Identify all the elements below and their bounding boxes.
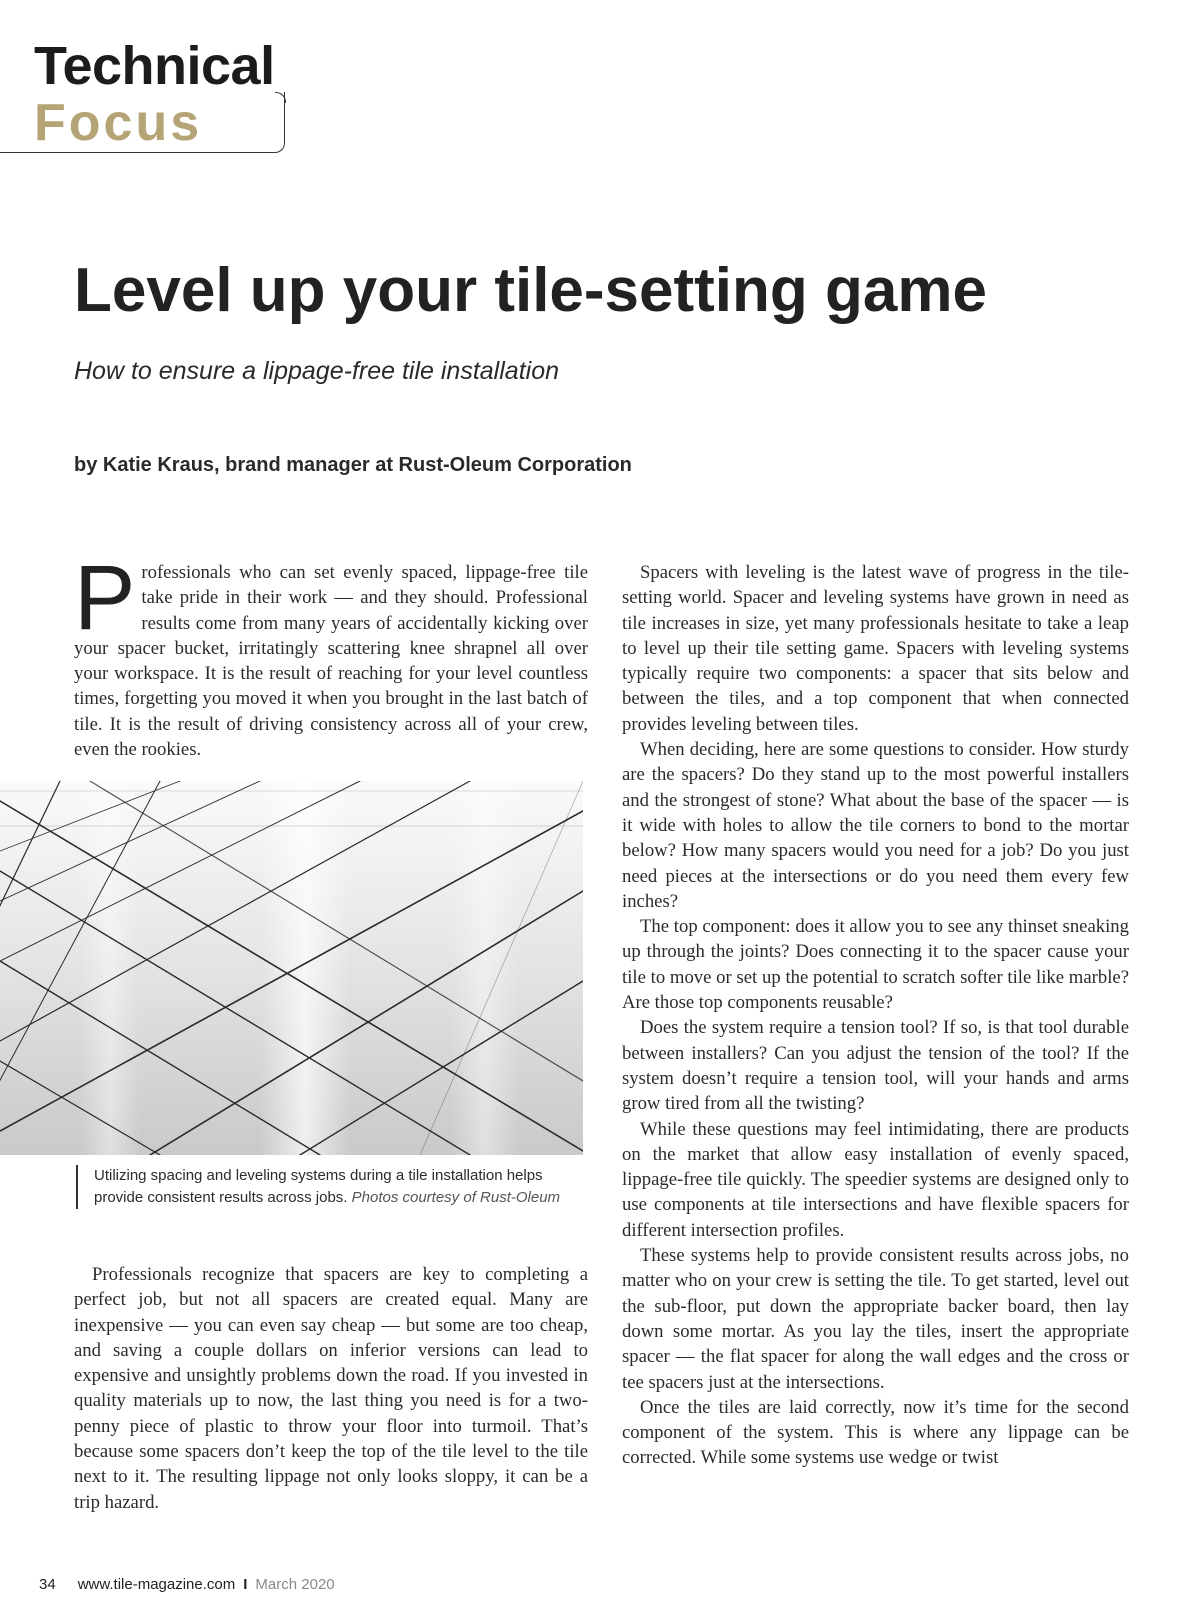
tile-floor-image (0, 781, 583, 1155)
footer-separator: I (243, 1576, 248, 1593)
tile-floor-photo (0, 781, 583, 1155)
right-column-body (622, 560, 1129, 1471)
photo-caption (76, 1165, 594, 1209)
body-paragraph: Professionals recognize that spacers are key to completing a perfect job, but not all spacers are created equal. Many are inexpensive — you can even say cheap — but some are too cheap, and saving a couple dollars on inferior versions can lead to expensive and unsightly problems down the road. If you invested in quality materials up to now, the last thing you need is for a two-penny piece of plastic to throw your floor into turmoil. That’s because some spacers don’t keep the top of the tile level to the tile next to it. The resulting lippage not only looks sloppy, it can be a trip hazard. (74, 1264, 588, 1513)
body-paragraph: Once the tiles are laid correctly, now it’s time for the second component of the system. This is where any lippage can be corrected. While some systems use wedge or twist (622, 1396, 1129, 1469)
body-paragraph: These systems help to provide consistent results across jobs, no matter who on your crew is setting the tile. To get started, level out the sub-floor, put down the appropriate backer board, then lay down some mortar. As you lay the tiles, insert the appropriate spacer — the flat spacer for along the wall edges and the cross or tee spacers just at the intersections. (622, 1245, 1129, 1393)
body-paragraph: The top component: does it allow you to see any thinset sneaking up through the joints? Does connecting it to the spacer cause your tile to move or set up the potential to scratch softer tile like marble? Are those top components reusable? (622, 916, 1129, 1014)
body-paragraph: Spacers with leveling is the latest wave of progress in the tile-setting world. Spacer and leveling systems have grown in need as tile increases in size, yet many professionals hesitate to take a leap to level up their tile setting game. Spacers with leveling systems typically require two components: a spacer that sits below and between the tiles, and a top component that when connected provides leveling between tiles. (622, 562, 1129, 735)
body-paragraph: When deciding, here are some questions to consider. How sturdy are the spacers? Do they stand up to the most powerful installers and the strongest of stone? What about the base of the spacer — is it wide with holes to allow the tile corners to bond to the mortar below? How many spacers would you need for a job? Do you just need pieces at the intersections or do you need them every few inches? (622, 739, 1129, 912)
footer-site: www.tile-magazine.com (77, 1576, 236, 1593)
article-title: Level up your tile-setting game (74, 256, 987, 325)
body-paragraph: While these questions may feel intimidating, there are products on the market that allow easy installation of evenly spaced, lippage-free tile quickly. The speedier systems are designed only to use components at tile intersections and have flexible spacers for different intersection profiles. (622, 1118, 1129, 1241)
page-number: 34 (39, 1576, 56, 1593)
intro-column (74, 547, 588, 762)
page-footer (39, 1576, 335, 1593)
section-header (0, 36, 300, 154)
article-subtitle: How to ensure a lippage-free tile installation (74, 357, 559, 385)
body-paragraph: Does the system require a tension tool? If so, is that tool durable between installers? Can you adjust the tension of the tool? If the system doesn’t require a tension tool, will your hands and arms grow tired from all the twisting? (622, 1017, 1129, 1115)
article-byline: by Katie Kraus, brand manager at Rust-Oleum Corporation (74, 454, 632, 476)
photo-credit: Photos courtesy of Rust-Oleum (351, 1189, 561, 1206)
intro-paragraph (74, 547, 588, 762)
drop-cap: P (74, 547, 136, 649)
section-label-focus: Focus (34, 94, 203, 152)
left-column-body (74, 1262, 588, 1515)
intro-text: rofessionals who can set evenly spaced, lippage-free tile take pride in their work — and they should. Professional results come from many years of accidentally kicking over your spacer bucket, irritatingly scattering knee shrapnel all over your workspace. It is the result of reaching for your level countless times, forgetting you moved it when you brought in the last batch of tile. It is the result of driving consistency across all of your crew, even the rookies. (74, 562, 588, 761)
section-label-technical: Technical (34, 36, 275, 96)
caption-text: Utilizing spacing and leveling systems during a tile installation helps provide consistent results across jobs. (94, 1167, 543, 1206)
footer-date: March 2020 (255, 1576, 335, 1593)
